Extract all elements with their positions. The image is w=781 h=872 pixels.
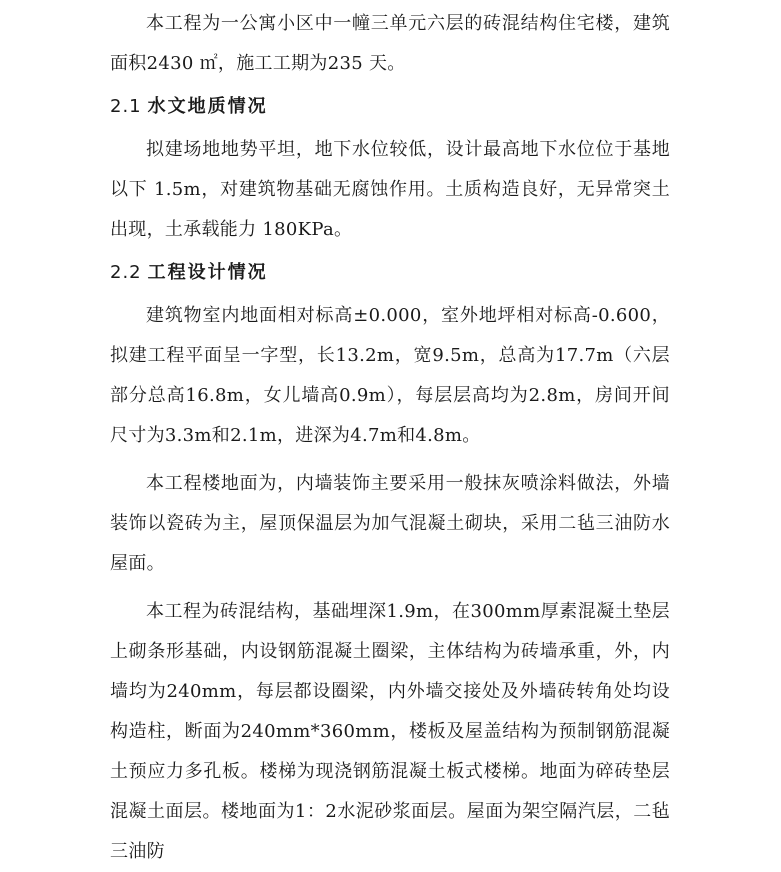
heading-number: 2.1 xyxy=(110,96,142,117)
heading-design xyxy=(110,250,670,296)
paragraph-hydrogeology: 拟建场地地势平坦，地下水位较低，设计最高地下水位位于基地以下 1.5m，对建筑物基础无腐蚀作用。土质构造良好，无异常突土出现，土承载能力 180KPa。 xyxy=(110,139,670,240)
document-page xyxy=(110,4,670,872)
heading-title: 水文地质情况 xyxy=(147,96,268,117)
heading-hydrogeology xyxy=(110,84,670,130)
paragraph-design-dimensions: 建筑物室内地面相对标高±0.000，室外地坪相对标高-0.600，拟建工程平面呈一字型，长13.2m，宽9.5m，总高为17.7m（六层部分总高16.8m，女儿墙高0.9m），每层层高均为2.8m，房间开间尺寸为3.3m和2.1m，进深为4.7m和4.8m。 xyxy=(110,305,670,446)
heading-title: 工程设计情况 xyxy=(147,262,268,283)
heading-number: 2.2 xyxy=(110,262,142,283)
paragraph-design-structure: 本工程为砖混结构，基础埋深1.9m，在300mm厚素混凝土垫层上砌条形基础，内设钢筋混凝土圈梁，主体结构为砖墙承重，外，内墙均为240mm，每层都设圈梁，内外墙交接处及外墙砖转角处均设构造柱，断面为240mm*360mm，楼板及屋盖结构为预制钢筋混凝土预应力多孔板。楼梯为现浇钢筋混凝土板式楼梯。地面为碎砖垫层混凝土面层。楼地面为1：2水泥砂浆面层。屋面为架空隔汽层，二毡三油防 xyxy=(110,601,670,862)
paragraph-intro: 本工程为一公寓小区中一幢三单元六层的砖混结构住宅楼，建筑面积2430 ㎡，施工工期为235 天。 xyxy=(110,13,670,74)
paragraph-design-finishes: 本工程楼地面为，内墙装饰主要采用一般抹灰喷涂料做法，外墙装饰以瓷砖为主，屋顶保温层为加气混凝土砌块，采用二毡三油防水屋面。 xyxy=(110,473,670,574)
